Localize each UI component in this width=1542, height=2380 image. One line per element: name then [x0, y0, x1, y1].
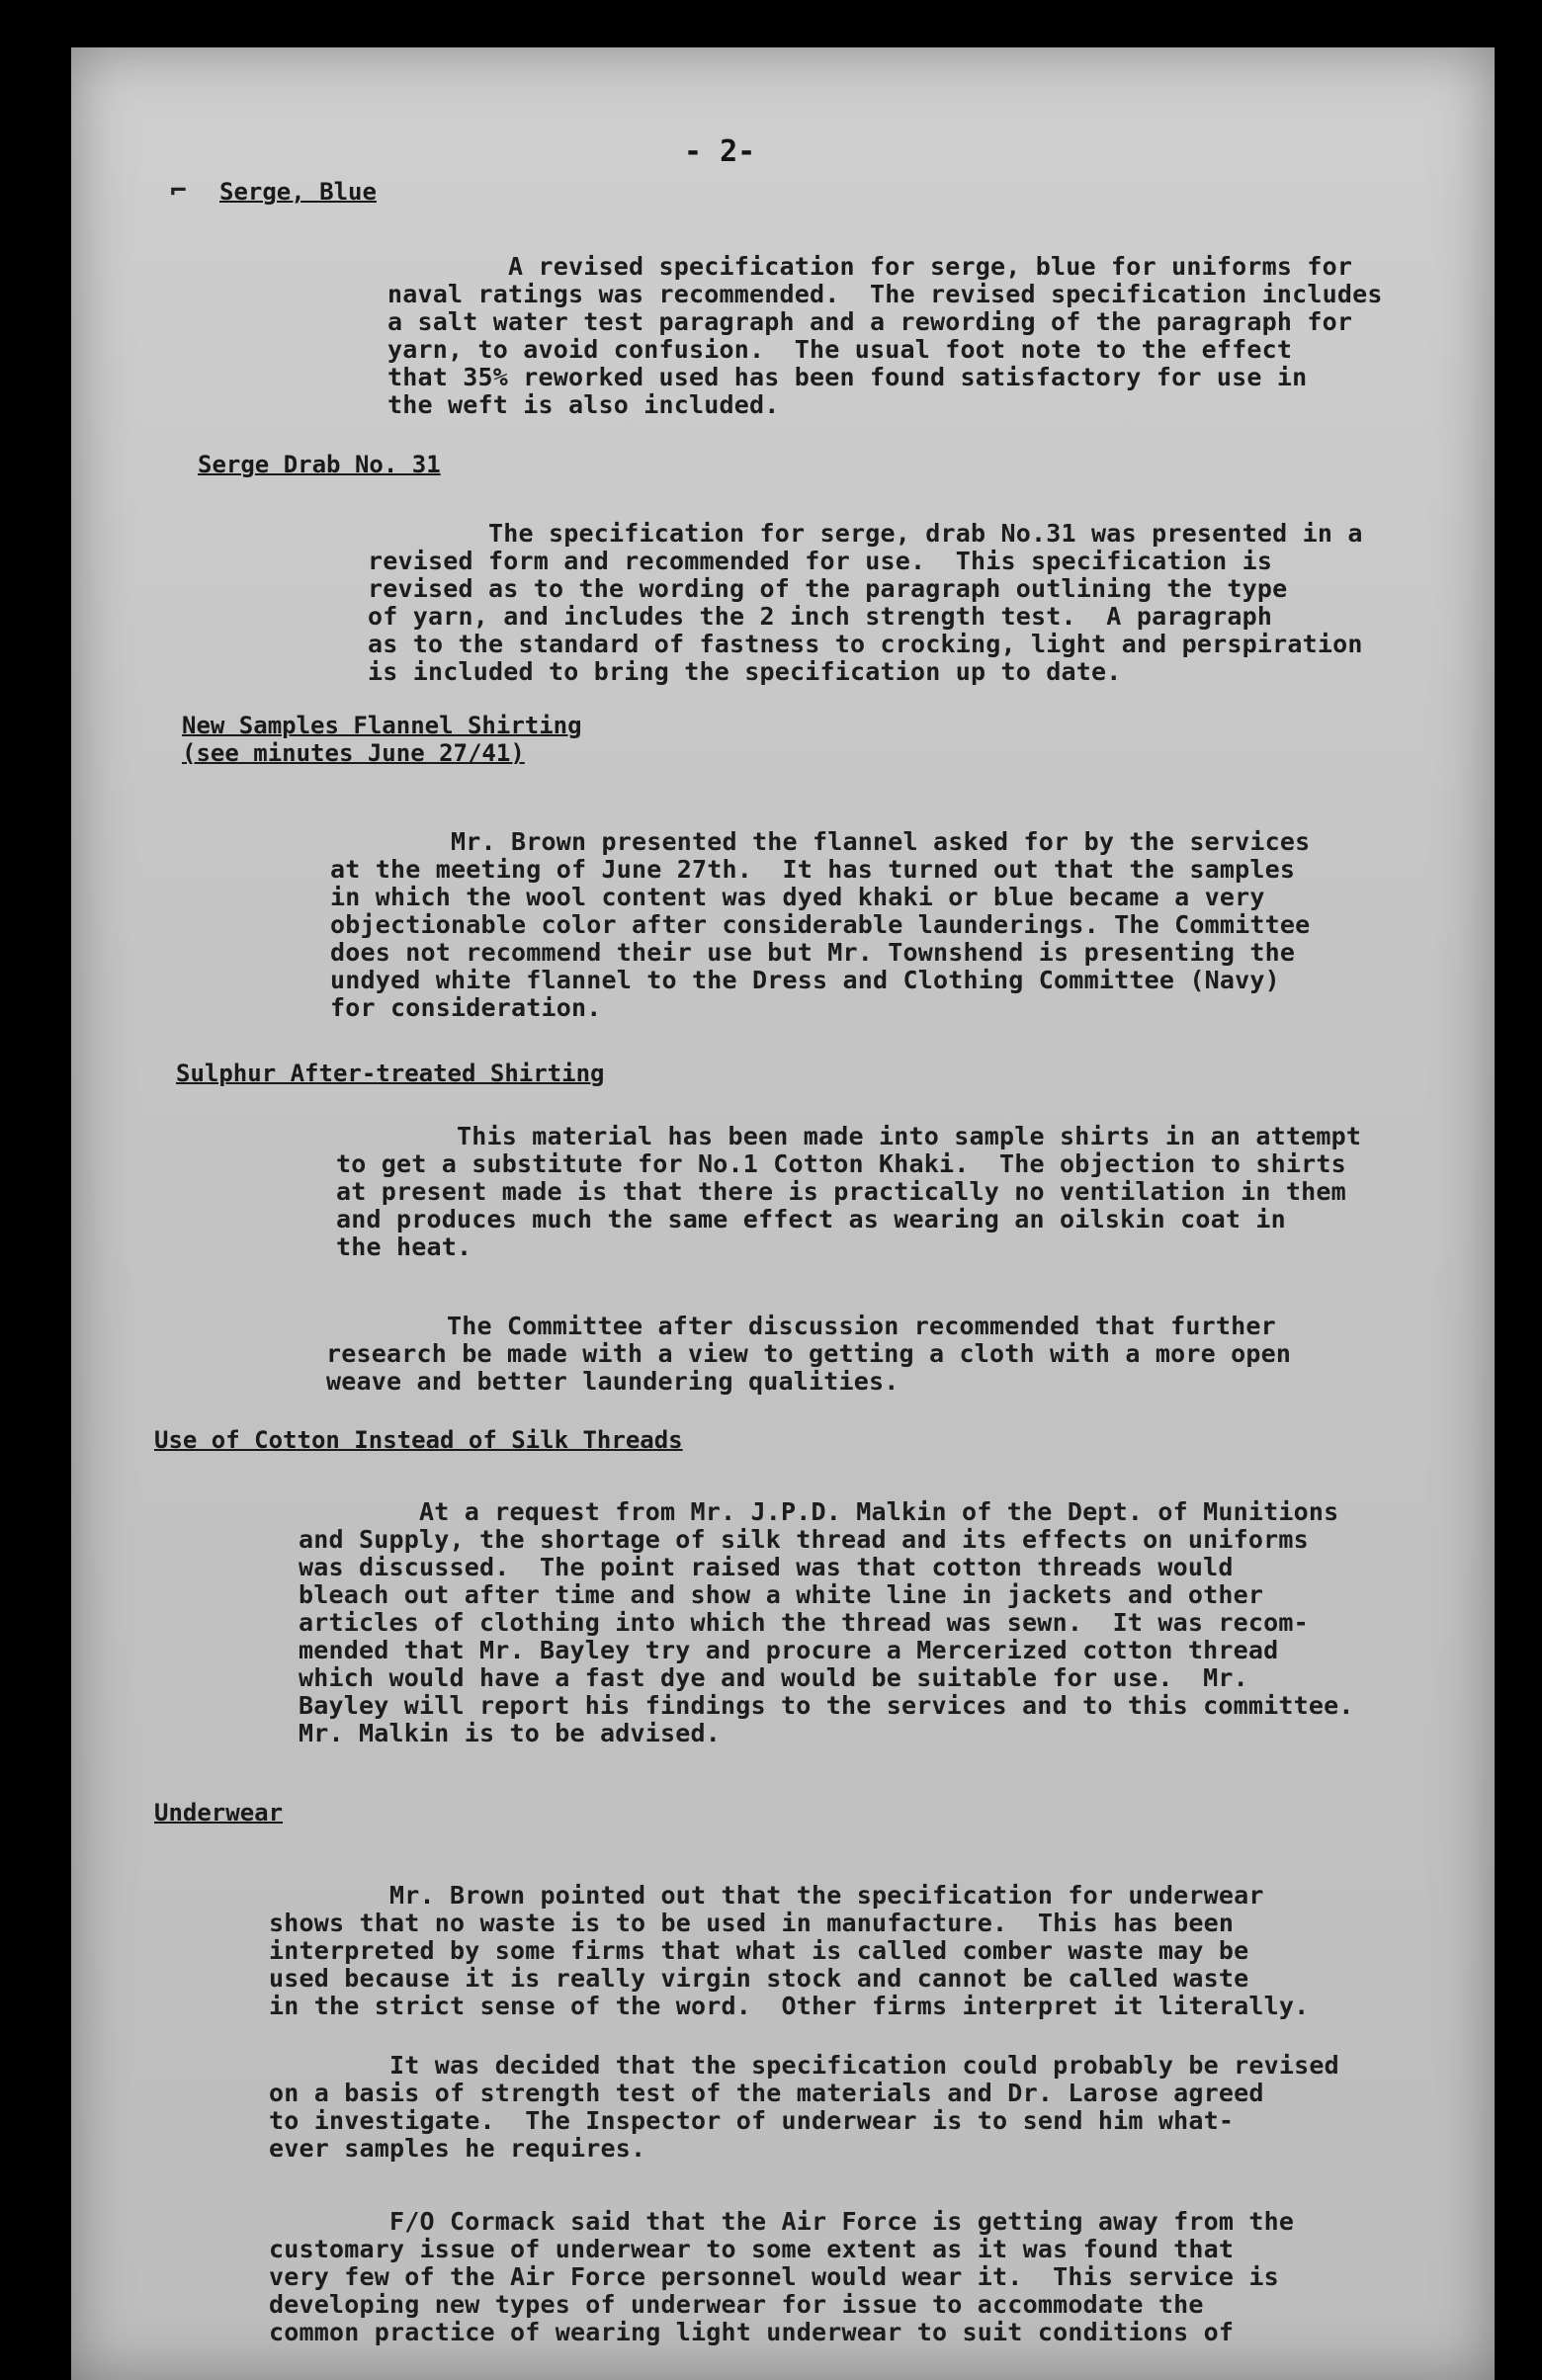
section-heading-cotton-threads: Use of Cotton Instead of Silk Threads — [154, 1426, 683, 1454]
section-heading-underwear: Underwear — [154, 1799, 284, 1827]
section-paragraph: At a request from Mr. J.P.D. Malkin of the Dept. of Munitions and Supply, the shortage of silk thread and its effects on uniforms was discussed. The point raised was that cotton threads would bleach out after time and show a white line in jackets and other articles of clothing into which the thread was sewn. It was recom- mended that Mr. Bayley try and procure a Mercerized cotton thread which would have a fast dye and would be suitable for use. Mr. Bayley will report his findings to the services and to this committee. Mr. Malkin is to be advised. — [299, 1497, 1354, 1747]
section-paragraph: F/O Cormack said that the Air Force is getting away from the customary issue of underwear to some extent as it was found that very few of the Air Force personnel would wear it. This service is developing new types of underwear for issue to accommodate the common practice of wearing light underwear to suit conditions of — [269, 2207, 1295, 2346]
section-paragraph: The specification for serge, drab No.31 was presented in a revised form and recommended for use. This specification is revised as to the wording of the paragraph outlining the type of yarn, and includes the 2 inch strength test. A paragraph as to the standard of fastness to crocking, light and perspiration is included to bring the specification up to date. — [368, 519, 1363, 686]
section-paragraph: Mr. Brown presented the flannel asked for by the services at the meeting of June 27th. It has turned out that the samples in which the wool content was dyed khaki or blue became a very objectionable color after considerable launderings. The Committee does not recommend their use but Mr. Townshend is presenting the undyed white flannel to the Dress and Clothing Committee (Navy) for consideration. — [330, 827, 1311, 1022]
heading-subtext: (see minutes June 27/41) — [182, 739, 525, 767]
section-heading-serge-drab: Serge Drab No. 31 — [198, 451, 441, 478]
section-heading-serge-blue: Serge, Blue — [219, 178, 377, 206]
section-paragraph: Mr. Brown pointed out that the specification for underwear shows that no waste is to be used in manufacture. This has been interpreted by some firms that what is called comber waste may be used because it is really virgin stock and cannot be called waste in the strict sense of the word. Other firms interpret it literally. — [269, 1881, 1310, 2020]
section-paragraph: A revised specification for serge, blue for uniforms for naval ratings was recommended. The revised specification includes a salt water test paragraph and a rewording of the paragraph for yarn, to avoid confusion. The usual foot note to the effect that 35% reworked used has been found satisfactory for use in the weft is also included. — [387, 252, 1383, 419]
section-paragraph: It was decided that the specification could probably be revised on a basis of strength test of the materials and Dr. Larose agreed to investigate. The Inspector of underwear is to send him what- ever samples he requires. — [269, 2051, 1339, 2163]
section-paragraph: The Committee after discussion recommended that further research be made with a view to getting a cloth with a more open weave and better laundering qualities. — [326, 1312, 1292, 1396]
margin-mark: ⌐ — [170, 174, 187, 207]
heading-text: New Samples Flannel Shirting — [182, 712, 582, 739]
section-heading-sulphur-shirting: Sulphur After-treated Shirting — [176, 1060, 605, 1087]
page-number: - 2- — [684, 134, 756, 169]
section-paragraph: This material has been made into sample shirts in an attempt to get a substitute for No.1 Cotton Khaki. The objection to shirts at present made is that there is practically no ventilation in them and produces much the same effect as wearing an oilskin coat in the heat. — [336, 1122, 1362, 1261]
section-heading-flannel-shirting — [182, 712, 582, 767]
document-page — [71, 47, 1495, 2380]
